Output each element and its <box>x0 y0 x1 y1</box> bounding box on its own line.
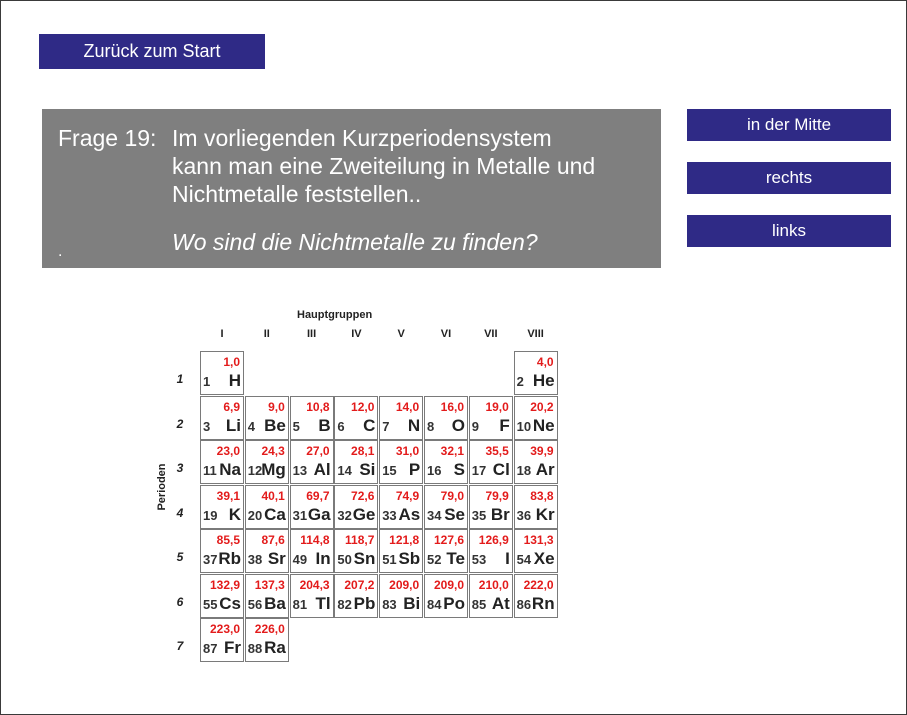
atomic-mass: 121,8 <box>389 533 420 547</box>
atomic-number: 18 <box>516 463 532 478</box>
element-cell <box>334 485 378 529</box>
element-cell <box>245 440 289 484</box>
atomic-mass: 127,6 <box>433 533 464 547</box>
element-cell <box>200 351 244 395</box>
period-label: 7 <box>176 639 184 653</box>
atomic-number: 10 <box>516 418 532 434</box>
element-symbol: Xe <box>533 549 555 568</box>
element-cell <box>290 440 334 484</box>
element-cell <box>379 574 423 618</box>
atomic-number: 38 <box>247 552 263 567</box>
atomic-number: 6 <box>337 418 345 434</box>
atomic-number: 17 <box>471 463 487 478</box>
atomic-mass: 4,0 <box>536 355 554 369</box>
element-cell <box>200 574 244 618</box>
period-label: 6 <box>176 594 184 609</box>
atomic-mass: 207,2 <box>344 577 375 592</box>
atomic-mass: 14,0 <box>395 399 420 414</box>
atomic-number: 11 <box>203 463 217 478</box>
atomic-number: 14 <box>337 463 352 478</box>
element-cell <box>334 396 378 440</box>
atomic-mass: 222,0 <box>523 577 554 592</box>
element-symbol: Tl <box>315 593 331 613</box>
atomic-number: 32 <box>337 507 352 523</box>
atomic-number: 19 <box>203 507 218 523</box>
atomic-number: 7 <box>382 418 390 434</box>
element-cell <box>245 529 289 573</box>
element-symbol: Sr <box>267 549 286 568</box>
element-cell <box>200 618 244 662</box>
atomic-number: 82 <box>337 596 352 612</box>
atomic-mass: 35,5 <box>485 444 509 458</box>
atomic-number: 85 <box>471 596 487 612</box>
element-symbol: Mg <box>261 460 286 479</box>
element-symbol: Ga <box>307 504 331 524</box>
group-label: V <box>397 328 405 340</box>
element-symbol: Al <box>313 460 331 479</box>
atomic-mass: 137,3 <box>254 577 285 592</box>
atomic-mass: 20,2 <box>530 399 554 414</box>
element-cell <box>514 396 558 440</box>
element-symbol: B <box>318 415 331 435</box>
atomic-number: 55 <box>203 596 218 612</box>
atomic-number: 8 <box>427 418 435 434</box>
atomic-mass: 27,0 <box>306 444 330 458</box>
element-cell <box>379 396 423 440</box>
element-cell <box>290 396 334 440</box>
element-symbol: As <box>398 504 421 524</box>
question-box <box>42 109 661 268</box>
element-cell <box>379 485 423 529</box>
element-cell <box>200 485 244 529</box>
element-cell <box>245 618 289 662</box>
atomic-number: 88 <box>247 641 263 656</box>
element-symbol: I <box>505 549 510 568</box>
back-to-start-button[interactable]: Zurück zum Start <box>39 34 265 69</box>
element-cell <box>424 574 468 618</box>
group-label: VII <box>484 328 498 340</box>
atomic-number: 87 <box>203 641 218 656</box>
atomic-mass: 40,1 <box>261 488 285 503</box>
element-symbol: Te <box>446 549 465 568</box>
element-symbol: O <box>451 415 465 435</box>
atomic-mass: 1,0 <box>223 355 240 369</box>
atomic-mass: 132,9 <box>209 577 240 592</box>
atomic-number: 50 <box>337 552 352 567</box>
question-dot: . <box>58 243 63 260</box>
atomic-number: 36 <box>516 507 532 523</box>
element-cell <box>424 396 468 440</box>
element-cell <box>245 396 289 440</box>
element-symbol: Rn <box>531 593 555 613</box>
atomic-mass: 32,1 <box>440 444 464 458</box>
element-cell <box>424 485 468 529</box>
atomic-mass: 79,9 <box>485 488 509 503</box>
atomic-mass: 210,0 <box>478 577 509 592</box>
element-cell <box>514 529 558 573</box>
atomic-mass: 204,3 <box>299 577 330 592</box>
atomic-number: 51 <box>382 552 397 567</box>
atomic-number: 54 <box>516 552 532 567</box>
element-symbol: Kr <box>535 504 555 524</box>
atomic-mass: 74,9 <box>395 488 420 503</box>
periods-axis-label: Perioden <box>156 463 168 511</box>
atomic-mass: 83,8 <box>530 488 554 503</box>
period-label: 5 <box>176 550 184 564</box>
element-symbol: Ge <box>352 504 376 524</box>
atomic-mass: 23,0 <box>216 444 240 458</box>
main-groups-heading: Hauptgruppen <box>297 309 373 321</box>
atomic-number: 3 <box>203 418 211 434</box>
element-cell <box>469 485 513 529</box>
atomic-mass: 223,0 <box>209 622 240 636</box>
element-cell <box>514 351 558 395</box>
atomic-mass: 72,6 <box>351 488 375 503</box>
element-symbol: Be <box>264 415 286 435</box>
question-text-line-2: kann man eine Zweiteilung in Metalle und <box>172 153 596 179</box>
element-symbol: Ra <box>264 638 286 657</box>
answer-button-right[interactable]: rechts <box>687 162 891 194</box>
atomic-mass: 12,0 <box>351 399 375 414</box>
element-symbol: Cs <box>219 593 241 613</box>
atomic-number: 37 <box>203 552 218 567</box>
element-symbol: In <box>315 549 331 568</box>
atomic-mass: 85,5 <box>216 533 240 547</box>
element-symbol: Na <box>219 460 241 479</box>
atomic-number: 13 <box>292 463 308 478</box>
period-label: 2 <box>176 416 184 431</box>
element-cell <box>334 440 378 484</box>
element-cell <box>469 440 513 484</box>
element-symbol: Ba <box>264 593 286 613</box>
atomic-number: 83 <box>382 596 397 612</box>
atomic-number: 1 <box>203 374 211 389</box>
element-cell <box>334 529 378 573</box>
element-cell <box>200 529 244 573</box>
element-cell <box>424 440 468 484</box>
question-prompt: Wo sind die Nichtmetalle zu finden? <box>172 229 538 255</box>
atomic-mass: 87,6 <box>261 533 285 547</box>
element-cell <box>200 440 244 484</box>
element-symbol: Br <box>490 504 510 524</box>
element-symbol: H <box>228 371 241 390</box>
element-symbol: N <box>407 415 421 435</box>
atomic-mass: 131,3 <box>523 533 554 547</box>
atomic-mass: 69,7 <box>306 488 330 503</box>
element-cell <box>514 574 558 618</box>
atomic-number: 35 <box>471 507 487 523</box>
element-cell <box>290 529 334 573</box>
element-cell <box>469 574 513 618</box>
atomic-mass: 39,9 <box>530 444 554 458</box>
question-number: Frage 19: <box>58 125 157 151</box>
atomic-number: 9 <box>471 418 480 434</box>
answer-button-left[interactable]: links <box>687 215 891 247</box>
element-symbol: F <box>499 415 510 435</box>
atomic-mass: 16,0 <box>440 399 464 414</box>
element-cell <box>379 529 423 573</box>
element-cell <box>290 574 334 618</box>
atomic-number: 81 <box>292 596 308 612</box>
group-label: I <box>220 328 224 340</box>
atomic-mass: 209,0 <box>389 577 420 592</box>
element-symbol: Cl <box>492 460 510 479</box>
atomic-number: 4 <box>247 418 256 434</box>
period-label: 1 <box>176 372 184 386</box>
question-text-line-3: Nichtmetalle feststellen.. <box>172 181 422 207</box>
atomic-mass: 114,8 <box>300 533 330 547</box>
element-symbol: Sn <box>353 549 376 568</box>
atomic-number: 5 <box>292 418 300 434</box>
element-cell <box>200 396 244 440</box>
atomic-number: 2 <box>516 374 524 389</box>
atomic-mass: 126,9 <box>478 533 509 547</box>
element-symbol: At <box>491 593 510 613</box>
element-symbol: S <box>453 460 465 479</box>
atomic-mass: 118,7 <box>345 533 375 547</box>
atomic-number: 34 <box>427 507 442 523</box>
element-symbol: Bi <box>403 593 421 613</box>
atomic-number: 16 <box>427 463 442 478</box>
atomic-mass: 9,0 <box>268 399 285 414</box>
element-cell <box>245 485 289 529</box>
atomic-number: 53 <box>471 552 487 567</box>
atomic-mass: 10,8 <box>306 399 330 414</box>
group-label: II <box>263 328 270 340</box>
element-cell <box>469 396 513 440</box>
atomic-number: 56 <box>247 596 263 612</box>
element-symbol: Ne <box>532 415 555 435</box>
element-symbol: Ar <box>535 460 555 479</box>
atomic-number: 84 <box>427 596 442 612</box>
atomic-mass: 31,0 <box>395 444 420 458</box>
group-label: III <box>307 328 317 340</box>
atomic-number: 49 <box>292 552 308 567</box>
atomic-mass: 39,1 <box>216 488 240 503</box>
atomic-number: 52 <box>427 552 442 567</box>
atomic-number: 33 <box>382 507 397 523</box>
element-symbol: C <box>363 415 376 435</box>
atomic-number: 31 <box>292 507 308 523</box>
element-symbol: Rb <box>218 549 241 568</box>
element-symbol: He <box>532 371 555 390</box>
atomic-mass: 28,1 <box>351 444 375 458</box>
element-symbol: Pb <box>353 593 376 613</box>
element-symbol: P <box>408 460 421 479</box>
group-label: VIII <box>527 328 544 340</box>
element-symbol: Ca <box>264 504 286 524</box>
element-symbol: K <box>228 504 241 524</box>
atomic-number: 12 <box>247 463 263 478</box>
element-cell <box>290 485 334 529</box>
element-cell <box>469 529 513 573</box>
atomic-mass: 79,0 <box>440 488 464 503</box>
answer-button-middle[interactable]: in der Mitte <box>687 109 891 141</box>
question-text-line-1: Im vorliegenden Kurzperiodensystem <box>172 125 552 151</box>
atomic-mass: 6,9 <box>223 399 240 414</box>
atomic-mass: 19,0 <box>485 399 509 414</box>
atomic-number: 86 <box>516 596 532 612</box>
element-cell <box>245 574 289 618</box>
group-label: VI <box>440 328 452 340</box>
atomic-number: 15 <box>382 463 397 478</box>
element-symbol: Si <box>359 460 376 479</box>
atomic-mass: 209,0 <box>433 577 464 592</box>
element-symbol: Se <box>444 504 465 524</box>
element-symbol: Li <box>225 415 241 435</box>
element-cell <box>514 440 558 484</box>
element-cell <box>424 529 468 573</box>
atomic-number: 20 <box>247 507 263 523</box>
atomic-mass: 226,0 <box>254 622 285 636</box>
atomic-mass: 24,3 <box>261 444 285 458</box>
element-symbol: Sb <box>398 549 421 568</box>
period-label: 4 <box>176 505 184 520</box>
element-symbol: Fr <box>224 638 241 657</box>
element-symbol: Po <box>443 593 465 613</box>
group-label: IV <box>351 328 362 340</box>
element-cell <box>379 440 423 484</box>
element-cell <box>514 485 558 529</box>
period-label: 3 <box>176 461 184 475</box>
element-cell <box>334 574 378 618</box>
